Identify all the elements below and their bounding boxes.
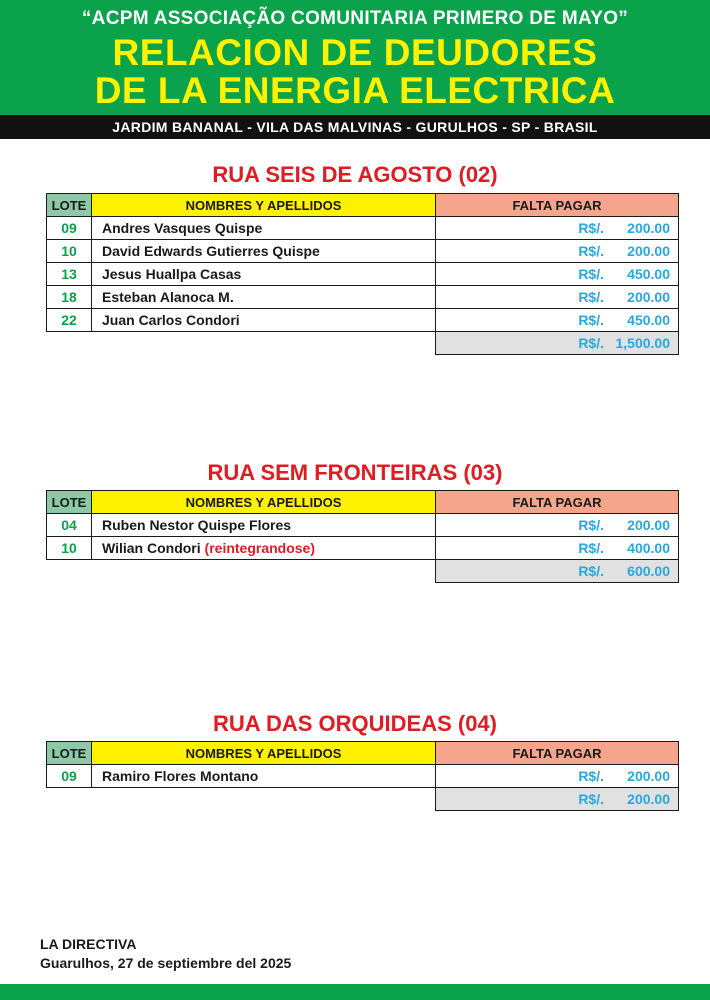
total-amount-cell	[436, 332, 679, 355]
amount-cell	[436, 240, 679, 263]
lote-cell: 10	[47, 537, 92, 560]
table-row	[47, 263, 679, 286]
currency-symbol: R$/.	[578, 540, 604, 556]
amount-value: 200.00	[627, 517, 670, 533]
name-cell: Juan Carlos Condori	[92, 309, 436, 332]
amount-cell	[436, 309, 679, 332]
currency-symbol: R$/.	[578, 768, 604, 784]
footer	[40, 935, 291, 973]
lote-cell: 09	[47, 765, 92, 788]
amount-cell	[436, 217, 679, 240]
debtors-table-das-orquideas	[46, 741, 679, 811]
column-header-lote: LOTE	[47, 194, 92, 217]
total-amount-cell	[436, 560, 679, 583]
name-cell: David Edwards Gutierres Quispe	[92, 240, 436, 263]
amount-value: 200.00	[627, 243, 670, 259]
amount-value: 200.00	[627, 220, 670, 236]
name-cell: Ruben Nestor Quispe Flores	[92, 514, 436, 537]
column-header-name: NOMBRES Y APELLIDOS	[92, 742, 436, 765]
total-amount-cell	[436, 788, 679, 811]
currency-symbol: R$/.	[578, 791, 604, 807]
name-cell: Andres Vasques Quispe	[92, 217, 436, 240]
total-value: 600.00	[627, 563, 670, 579]
section-title-das-orquideas: RUA DAS ORQUIDEAS (04)	[213, 711, 497, 736]
section-title-sem-fronteiras: RUA SEM FRONTEIRAS (03)	[207, 460, 503, 485]
name-cell	[92, 537, 436, 560]
total-value: 200.00	[627, 791, 670, 807]
section-title-seis-de-agosto: RUA SEIS DE AGOSTO (02)	[212, 162, 498, 187]
table-header-row	[47, 742, 679, 765]
column-header-amount: FALTA PAGAR	[436, 491, 679, 514]
name-text: Wilian Condori	[102, 540, 201, 556]
currency-symbol: R$/.	[578, 266, 604, 282]
currency-symbol: R$/.	[578, 289, 604, 305]
table-row	[47, 309, 679, 332]
currency-symbol: R$/.	[578, 312, 604, 328]
column-header-lote: LOTE	[47, 742, 92, 765]
table-header-row	[47, 491, 679, 514]
table-row	[47, 286, 679, 309]
table-row	[47, 514, 679, 537]
lote-cell: 10	[47, 240, 92, 263]
column-header-name: NOMBRES Y APELLIDOS	[92, 194, 436, 217]
lote-cell: 18	[47, 286, 92, 309]
column-header-name: NOMBRES Y APELLIDOS	[92, 491, 436, 514]
total-value: 1,500.00	[615, 335, 670, 351]
amount-cell	[436, 765, 679, 788]
debtors-table-sem-fronteiras	[46, 490, 679, 583]
total-row	[47, 332, 679, 355]
signature-label: LA DIRECTIVA	[40, 936, 137, 952]
lote-cell: 13	[47, 263, 92, 286]
currency-symbol: R$/.	[578, 220, 604, 236]
organization-name: “ACPM ASSOCIAÇÃO COMUNITARIA PRIMERO DE MAYO”	[81, 8, 629, 29]
document-title-line2: DE LA ENERGIA ELECTRICA	[94, 70, 616, 111]
table-row	[47, 217, 679, 240]
table-header-row	[47, 194, 679, 217]
amount-value: 200.00	[627, 768, 670, 784]
header-banner	[0, 0, 710, 115]
column-header-lote: LOTE	[47, 491, 92, 514]
name-cell: Ramiro Flores Montano	[92, 765, 436, 788]
document-title-line1: RELACION DE DEUDORES	[112, 32, 598, 73]
amount-value: 200.00	[627, 289, 670, 305]
lote-cell: 22	[47, 309, 92, 332]
amount-value: 450.00	[627, 266, 670, 282]
lote-cell: 04	[47, 514, 92, 537]
bottom-bar	[0, 984, 710, 1000]
amount-value: 400.00	[627, 540, 670, 556]
column-header-amount: FALTA PAGAR	[436, 194, 679, 217]
amount-value: 450.00	[627, 312, 670, 328]
amount-cell	[436, 514, 679, 537]
table-row	[47, 765, 679, 788]
currency-symbol: R$/.	[578, 517, 604, 533]
name-cell: Esteban Alanoca M.	[92, 286, 436, 309]
amount-cell	[436, 263, 679, 286]
name-cell: Jesus Huallpa Casas	[92, 263, 436, 286]
currency-symbol: R$/.	[578, 243, 604, 259]
total-row	[47, 788, 679, 811]
amount-cell	[436, 537, 679, 560]
total-row	[47, 560, 679, 583]
amount-cell	[436, 286, 679, 309]
currency-symbol: R$/.	[578, 563, 604, 579]
lote-cell: 09	[47, 217, 92, 240]
status-note: (reintegrandose)	[204, 540, 316, 556]
debtors-table-seis-de-agosto	[46, 193, 679, 355]
column-header-amount: FALTA PAGAR	[436, 742, 679, 765]
date-line: Guarulhos, 27 de septiembre del 2025	[40, 955, 292, 971]
table-row	[47, 240, 679, 263]
table-row	[47, 537, 679, 560]
location-bar: JARDIM BANANAL - VILA DAS MALVINAS - GURULHOS - SP - BRASIL	[0, 115, 710, 139]
currency-symbol: R$/.	[578, 335, 604, 351]
